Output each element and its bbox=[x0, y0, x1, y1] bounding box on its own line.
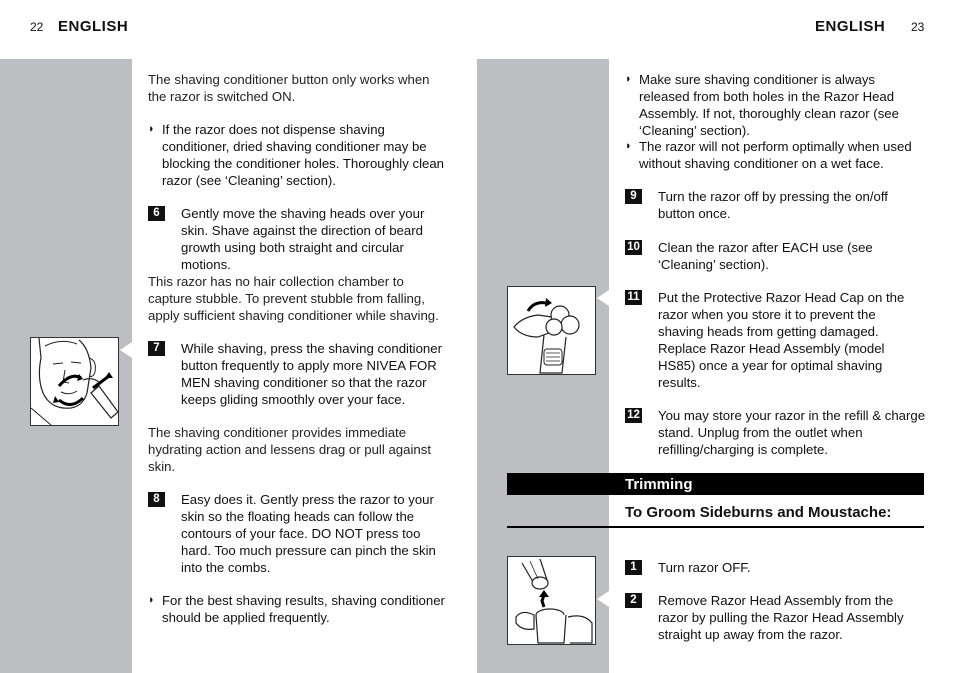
step-text: Clean the razor after EACH use (see ‘Cleaning’ section). bbox=[658, 240, 873, 272]
shaving-face-drawing bbox=[31, 338, 118, 425]
illustration-pointer bbox=[597, 290, 609, 306]
step-text: Remove Razor Head Assembly from the razor by pulling the Razor Head Assembly straight up away from the razor. bbox=[658, 593, 904, 642]
bullet-text: The razor will not perform optimally when used without shaving conditioner on a wet face. bbox=[639, 139, 912, 171]
step-number: 1 bbox=[625, 560, 642, 575]
bullet-text: Make sure shaving conditioner is always released from both holes in the Razor Head Assembly. If not, thoroughly clean razor (see ‘Cleaning’ section). bbox=[639, 72, 899, 138]
step-text: While shaving, press the shaving conditioner button frequently to apply more NIVEA FOR MEN shaving conditioner so that the razor keeps gliding smoothly over your face. bbox=[181, 341, 442, 407]
step-number: 7 bbox=[148, 341, 165, 356]
razor-cap-illustration bbox=[507, 286, 596, 375]
bullet-marker: ◗ bbox=[625, 140, 632, 152]
step-note: The shaving conditioner provides immediate hydrating action and lessens drag or pull against skin. bbox=[148, 425, 431, 474]
subheading: To Groom Sideburns and Moustache: bbox=[625, 504, 892, 521]
section-title: Trimming bbox=[625, 476, 693, 493]
step-text: Gently move the shaving heads over your skin. Shave against the direction of beard growth using both straight and circular motions. bbox=[181, 206, 425, 272]
illustration-pointer bbox=[120, 342, 132, 358]
remove-head-drawing bbox=[508, 557, 595, 644]
bullet-text: If the razor does not dispense shaving conditioner, dried shaving conditioner may be blocking the conditioner holes. Thoroughly clean razor (see ‘Cleaning’ section). bbox=[162, 122, 445, 188]
intro-paragraph: The shaving conditioner button only works when the razor is switched ON. bbox=[148, 72, 430, 104]
left-language-heading: ENGLISH bbox=[58, 18, 129, 35]
right-page-number: 23 bbox=[911, 20, 925, 34]
section-rule-bottom bbox=[507, 526, 924, 528]
section-header-bar bbox=[507, 474, 924, 495]
left-page-number: 22 bbox=[30, 20, 44, 34]
razor-cap-drawing bbox=[508, 287, 595, 374]
step-number: 2 bbox=[625, 593, 642, 608]
step-number: 11 bbox=[625, 290, 642, 305]
step-note: This razor has no hair collection chamber to capture stubble. To prevent stubble from falling, apply sufficient shaving conditioner while shaving. bbox=[148, 274, 439, 323]
step-number: 10 bbox=[625, 240, 642, 255]
bullet-marker: ◗ bbox=[148, 594, 155, 606]
step-number: 6 bbox=[148, 206, 165, 221]
step-text: You may store your razor in the refill & charge stand. Unplug from the outlet when refilling/charging is complete. bbox=[658, 408, 926, 457]
bullet-marker: ◗ bbox=[625, 73, 632, 85]
remove-head-illustration bbox=[507, 556, 596, 645]
step-number: 9 bbox=[625, 189, 642, 204]
bullet-marker: ◗ bbox=[148, 123, 155, 135]
illustration-pointer bbox=[597, 591, 609, 607]
bullet-text: For the best shaving results, shaving conditioner should be applied frequently. bbox=[162, 593, 445, 625]
shaving-face-illustration bbox=[30, 337, 119, 426]
step-text: Turn razor OFF. bbox=[658, 560, 751, 575]
step-number: 8 bbox=[148, 492, 165, 507]
step-number: 12 bbox=[625, 408, 642, 423]
step-text: Turn the razor off by pressing the on/off button once. bbox=[658, 189, 888, 221]
step-text: Easy does it. Gently press the razor to your skin so the floating heads can follow the contours of your face. DO NOT press too hard. Too much pressure can pinch the skin into the combs. bbox=[181, 492, 436, 575]
right-language-heading: ENGLISH bbox=[815, 18, 886, 35]
step-text: Put the Protective Razor Head Cap on the razor when you store it to prevent the shaving heads from getting damaged. Replace Razor Head Assembly (model HS85) once a year for optimal shaving results. bbox=[658, 290, 905, 390]
